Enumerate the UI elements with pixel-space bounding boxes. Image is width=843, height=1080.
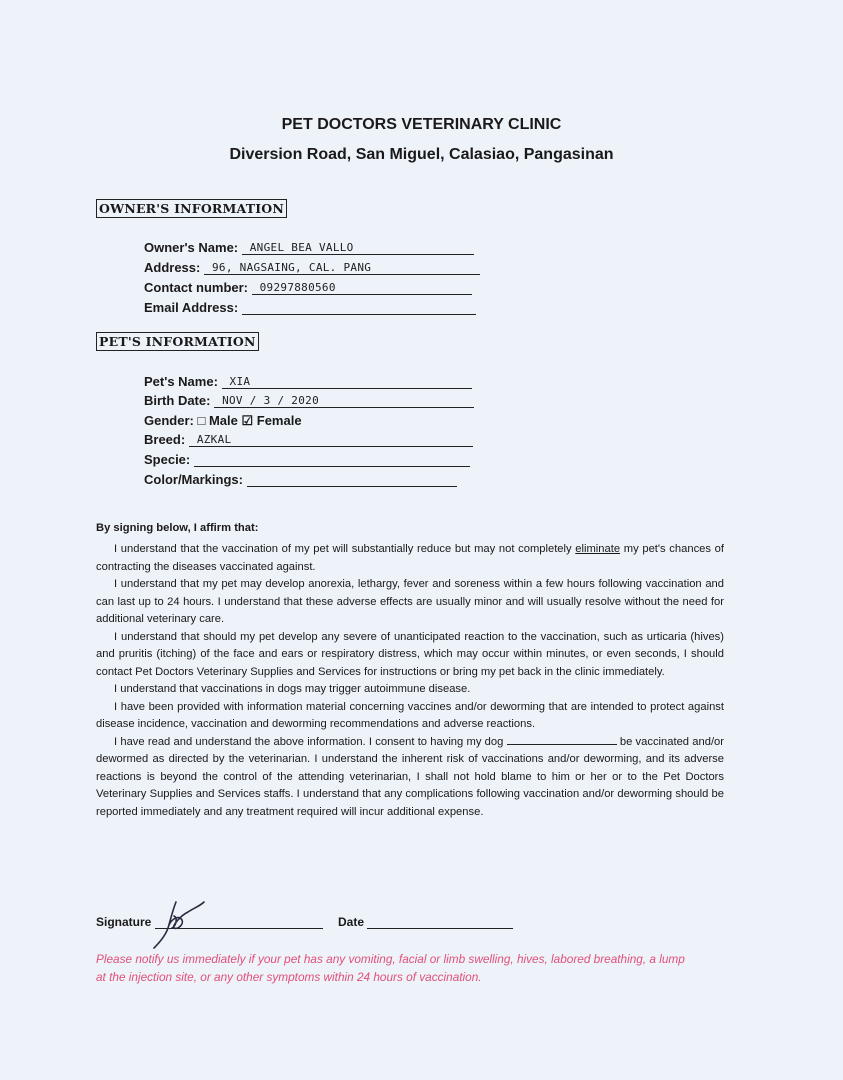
pet-gender-field [144,413,302,429]
pet-birthdate-field [144,393,474,408]
handwritten-signature [148,898,208,952]
owner-address-label: Address: [144,260,201,275]
male-checkbox[interactable]: □ [197,413,206,428]
male-label: Male [208,413,238,428]
pet-specie-value[interactable] [194,452,470,467]
pet-color-field [144,472,457,487]
consent-paragraph-5: I have been provided with information material concerning vaccines and/or deworming that are intended to protect against disease incidence, vaccination and deworming recommendations and adverse reactions. [96,700,724,730]
post-vaccination-notice: Please notify us immediately if your pet has any vomiting, facial or limb swelling, hives, labored breathing, a lump at the injection site, or any other symptoms within 24 hours of vaccination. [96,952,685,984]
consent-paragraph-4: I understand that vaccinations in dogs may trigger autoimmune disease. [114,683,471,695]
consent-p1-end: my pet's chances of contracting the diseases vaccinated against. [96,543,724,573]
pet-color-label: Color/Markings: [144,472,243,487]
pet-breed-value[interactable]: AZKAL [189,432,473,447]
owner-address-field [144,260,480,275]
pet-name-value[interactable]: XIA [222,374,472,389]
pet-birthdate-value[interactable]: NOV / 3 / 2020 [214,393,474,408]
consent-intro: By signing below, I affirm that: [96,522,259,534]
pet-name-label: Pet's Name: [144,374,218,389]
pet-name-field [144,374,472,389]
pet-breed-label: Breed: [144,432,186,447]
signature-field [96,914,323,929]
owner-contact-value[interactable]: 09297880560 [252,280,472,295]
consent-paragraph-1 [96,541,724,576]
signature-label: Signature [96,915,152,929]
consent-p1-start: I understand that the vaccination of my pet will substantially reduce but may not completely [114,543,576,555]
owner-name-label: Owner's Name: [144,240,239,255]
consent-paragraph-3: I understand that should my pet develop any severe of unanticipated reaction to the vaccination, such as urticaria (hives) and pruritis (itching) of the face and ears or respiratory distress, which may occur within minutes, or even seconds, I should contact Pet Doctors Veterinary Supplies and Services for instructions or bring my pet back in the clinic immediately. [96,630,724,678]
consent-paragraph-6 [96,734,724,822]
consent-p1-underlined: eliminate [575,543,621,555]
consent-p6-start: I have read and understand the above information. I consent to having my dog [114,735,507,748]
date-line[interactable] [367,914,513,929]
consent-text [96,541,724,821]
owner-name-value[interactable]: ANGEL BEA VALLO [242,240,474,255]
owner-section-heading: OWNER'S INFORMATION [96,199,287,218]
date-field [338,914,513,929]
owner-contact-field [144,280,472,295]
consent-paragraph-2: I understand that my pet may develop anorexia, lethargy, fever and soreness within a few hours following vaccination and can last up to 24 hours. I understand that these adverse effects are usually minor and will usually resolve without the need for additional veterinary care. [96,578,724,625]
pet-section-heading: PET'S INFORMATION [96,332,259,351]
pet-color-value[interactable] [247,472,457,487]
dog-name-blank[interactable] [507,734,617,745]
consent-p6-end: be vaccinated and/or dewormed as directed by the veterinarian. I understand the inherent risk of vaccinations and/or deworming, and its adverse reactions is beyond the control of the attending veterinarian, I shall not hold blame to him or her or to the Pet Doctors Veterinary Supplies and Services staffs. I understand that any complications following vaccination and/or deworming should be reported immediately and any treatment required will incur additional expense. [96,735,724,818]
clinic-name: PET DOCTORS VETERINARY CLINIC [281,116,562,133]
date-label: Date [338,915,365,929]
owner-name-field [144,240,474,255]
female-checkbox[interactable]: ☑ [241,413,254,428]
clinic-address: Diversion Road, San Miguel, Calasiao, Pangasinan [229,146,614,163]
pet-specie-field [144,452,470,467]
female-label: Female [256,413,302,428]
owner-email-field [144,300,476,315]
pet-specie-label: Specie: [144,452,191,467]
owner-contact-label: Contact number: [144,280,248,295]
owner-email-value[interactable] [242,300,476,315]
pet-birthdate-label: Birth Date: [144,393,211,408]
pet-gender-label: Gender: [144,413,194,428]
owner-email-label: Email Address: [144,300,239,315]
pet-breed-field [144,432,473,447]
owner-address-value[interactable]: 96, NAGSAING, CAL. PANG [204,260,480,275]
